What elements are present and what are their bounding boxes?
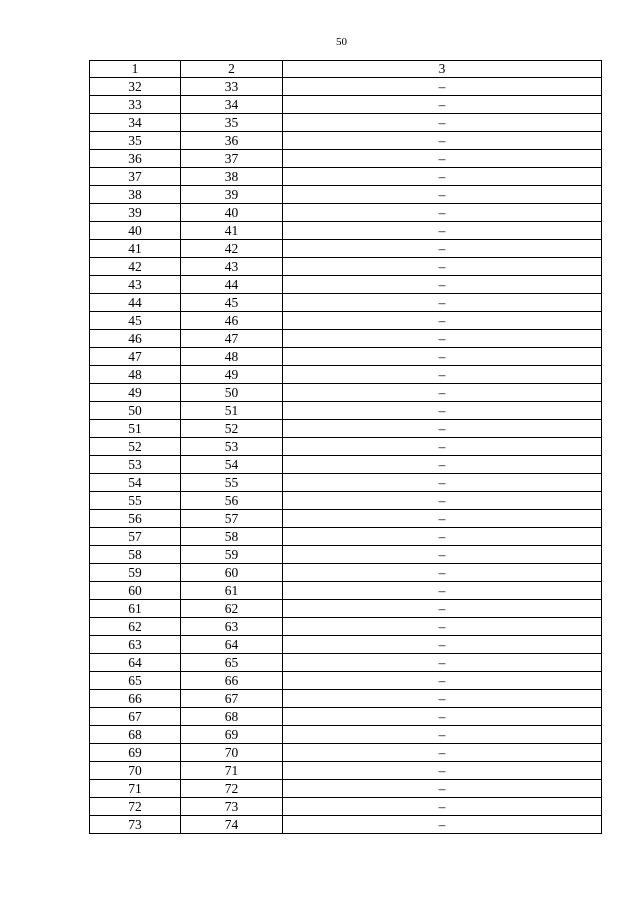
table-cell-col-2: 36 (181, 132, 283, 150)
table-row (90, 510, 602, 528)
table-cell-col-1: 35 (90, 132, 181, 150)
table-cell-col-1: 68 (90, 726, 181, 744)
table-cell-col-1: 38 (90, 186, 181, 204)
table-row (90, 384, 602, 402)
table-row (90, 762, 602, 780)
table-cell-col-2: 54 (181, 456, 283, 474)
table-cell-col-3: – (283, 204, 602, 222)
table-row (90, 240, 602, 258)
table-cell-col-1: 64 (90, 654, 181, 672)
table-cell-col-1: 49 (90, 384, 181, 402)
table-cell-col-1: 53 (90, 456, 181, 474)
table-row (90, 114, 602, 132)
table-cell-col-3: – (283, 258, 602, 276)
table-cell-col-2: 42 (181, 240, 283, 258)
table-cell-col-3: – (283, 366, 602, 384)
table-cell-col-2: 47 (181, 330, 283, 348)
table-cell-col-3: – (283, 402, 602, 420)
table-cell-col-3: – (283, 114, 602, 132)
table-cell-col-3: – (283, 672, 602, 690)
table-row (90, 168, 602, 186)
table-cell-col-1: 47 (90, 348, 181, 366)
table-cell-col-2: 74 (181, 816, 283, 834)
table-row (90, 150, 602, 168)
table-cell-col-1: 73 (90, 816, 181, 834)
table-cell-col-2: 68 (181, 708, 283, 726)
table-cell-col-1: 71 (90, 780, 181, 798)
table-cell-col-1: 60 (90, 582, 181, 600)
table-cell-col-1: 72 (90, 798, 181, 816)
table-cell-col-3: – (283, 726, 602, 744)
table-row (90, 258, 602, 276)
table-cell-col-2: 63 (181, 618, 283, 636)
table-cell-col-3: – (283, 546, 602, 564)
table-cell-col-3: – (283, 276, 602, 294)
table-cell-col-2: 70 (181, 744, 283, 762)
table-cell-col-2: 61 (181, 582, 283, 600)
table-cell-col-3: – (283, 78, 602, 96)
table-cell-col-3: – (283, 438, 602, 456)
table-row (90, 618, 602, 636)
table-cell-col-3: – (283, 348, 602, 366)
table-cell-col-1: 54 (90, 474, 181, 492)
table-body (90, 78, 602, 834)
table-cell-col-3: – (283, 456, 602, 474)
table-cell-col-3: – (283, 186, 602, 204)
table-cell-col-3: – (283, 132, 602, 150)
table-row (90, 276, 602, 294)
table-cell-col-2: 62 (181, 600, 283, 618)
table-cell-col-3: – (283, 564, 602, 582)
table-cell-col-1: 62 (90, 618, 181, 636)
table-cell-col-1: 40 (90, 222, 181, 240)
table-cell-col-2: 39 (181, 186, 283, 204)
table-row (90, 132, 602, 150)
table-row (90, 402, 602, 420)
table-cell-col-2: 46 (181, 312, 283, 330)
table-cell-col-2: 72 (181, 780, 283, 798)
column-header-1: 1 (90, 61, 181, 78)
table-row (90, 294, 602, 312)
table-row (90, 690, 602, 708)
table-row (90, 546, 602, 564)
column-header-3: 3 (283, 61, 602, 78)
table-row (90, 492, 602, 510)
table-cell-col-1: 43 (90, 276, 181, 294)
table-cell-col-1: 65 (90, 672, 181, 690)
table-row (90, 744, 602, 762)
table-cell-col-2: 59 (181, 546, 283, 564)
table-cell-col-3: – (283, 654, 602, 672)
table-cell-col-2: 43 (181, 258, 283, 276)
table-cell-col-2: 44 (181, 276, 283, 294)
table-cell-col-3: – (283, 618, 602, 636)
table-row (90, 474, 602, 492)
table-row (90, 186, 602, 204)
data-table (89, 60, 602, 834)
table-cell-col-3: – (283, 600, 602, 618)
table-cell-col-3: – (283, 636, 602, 654)
table-cell-col-2: 37 (181, 150, 283, 168)
table-cell-col-2: 52 (181, 420, 283, 438)
table-cell-col-2: 41 (181, 222, 283, 240)
table-cell-col-2: 53 (181, 438, 283, 456)
table-row (90, 816, 602, 834)
table-cell-col-1: 56 (90, 510, 181, 528)
table-cell-col-2: 50 (181, 384, 283, 402)
table-cell-col-1: 57 (90, 528, 181, 546)
table-cell-col-1: 36 (90, 150, 181, 168)
table-cell-col-3: – (283, 474, 602, 492)
header-row (90, 61, 602, 78)
table-cell-col-2: 65 (181, 654, 283, 672)
table-cell-col-1: 32 (90, 78, 181, 96)
table-cell-col-3: – (283, 582, 602, 600)
table-cell-col-2: 55 (181, 474, 283, 492)
table-cell-col-3: – (283, 690, 602, 708)
table-row (90, 654, 602, 672)
table-cell-col-1: 52 (90, 438, 181, 456)
table-cell-col-1: 39 (90, 204, 181, 222)
table-row (90, 564, 602, 582)
table-row (90, 366, 602, 384)
table-cell-col-1: 50 (90, 402, 181, 420)
table-header (90, 61, 602, 78)
table-cell-col-1: 46 (90, 330, 181, 348)
table-cell-col-1: 45 (90, 312, 181, 330)
table-cell-col-2: 71 (181, 762, 283, 780)
table-cell-col-1: 58 (90, 546, 181, 564)
table-cell-col-2: 34 (181, 96, 283, 114)
table-cell-col-2: 58 (181, 528, 283, 546)
table-cell-col-1: 63 (90, 636, 181, 654)
table-cell-col-1: 41 (90, 240, 181, 258)
table-row (90, 420, 602, 438)
table-cell-col-3: – (283, 528, 602, 546)
table-cell-col-2: 60 (181, 564, 283, 582)
table-cell-col-1: 59 (90, 564, 181, 582)
table-row (90, 96, 602, 114)
table-cell-col-2: 67 (181, 690, 283, 708)
table-cell-col-2: 35 (181, 114, 283, 132)
table-row (90, 798, 602, 816)
table-cell-col-2: 73 (181, 798, 283, 816)
table-cell-col-1: 61 (90, 600, 181, 618)
table-cell-col-2: 69 (181, 726, 283, 744)
table-cell-col-2: 51 (181, 402, 283, 420)
table-row (90, 78, 602, 96)
table-row (90, 708, 602, 726)
table-cell-col-3: – (283, 96, 602, 114)
table-cell-col-2: 66 (181, 672, 283, 690)
table-row (90, 312, 602, 330)
table-cell-col-3: – (283, 744, 602, 762)
table-cell-col-1: 44 (90, 294, 181, 312)
table-cell-col-3: – (283, 384, 602, 402)
table-cell-col-1: 48 (90, 366, 181, 384)
table-cell-col-2: 56 (181, 492, 283, 510)
table-cell-col-1: 42 (90, 258, 181, 276)
table-row (90, 726, 602, 744)
table-cell-col-1: 34 (90, 114, 181, 132)
table-cell-col-3: – (283, 510, 602, 528)
table-cell-col-2: 40 (181, 204, 283, 222)
table-cell-col-3: – (283, 798, 602, 816)
table-row (90, 600, 602, 618)
table-cell-col-1: 55 (90, 492, 181, 510)
table-cell-col-2: 64 (181, 636, 283, 654)
table-cell-col-1: 51 (90, 420, 181, 438)
table-cell-col-2: 33 (181, 78, 283, 96)
table-cell-col-3: – (283, 492, 602, 510)
table-cell-col-3: – (283, 420, 602, 438)
table-cell-col-1: 37 (90, 168, 181, 186)
table-row (90, 330, 602, 348)
table-row (90, 222, 602, 240)
table-cell-col-2: 38 (181, 168, 283, 186)
page-number: 50 (336, 36, 347, 48)
column-header-2: 2 (181, 61, 283, 78)
table-cell-col-3: – (283, 708, 602, 726)
table-cell-col-3: – (283, 150, 602, 168)
table-cell-col-3: – (283, 294, 602, 312)
table-row (90, 582, 602, 600)
table-cell-col-2: 45 (181, 294, 283, 312)
table-row (90, 438, 602, 456)
table-row (90, 636, 602, 654)
table-cell-col-1: 33 (90, 96, 181, 114)
table-cell-col-3: – (283, 816, 602, 834)
table-cell-col-1: 66 (90, 690, 181, 708)
table-cell-col-3: – (283, 222, 602, 240)
table-cell-col-1: 69 (90, 744, 181, 762)
table-cell-col-3: – (283, 330, 602, 348)
table-cell-col-2: 49 (181, 366, 283, 384)
table-cell-col-3: – (283, 762, 602, 780)
table-row (90, 456, 602, 474)
table-row (90, 204, 602, 222)
table-cell-col-3: – (283, 240, 602, 258)
table-cell-col-2: 57 (181, 510, 283, 528)
table-cell-col-3: – (283, 168, 602, 186)
table-cell-col-3: – (283, 312, 602, 330)
table-row (90, 348, 602, 366)
table-row (90, 780, 602, 798)
table-cell-col-1: 67 (90, 708, 181, 726)
table-cell-col-3: – (283, 780, 602, 798)
table-cell-col-2: 48 (181, 348, 283, 366)
table-row (90, 528, 602, 546)
table-cell-col-1: 70 (90, 762, 181, 780)
table-row (90, 672, 602, 690)
